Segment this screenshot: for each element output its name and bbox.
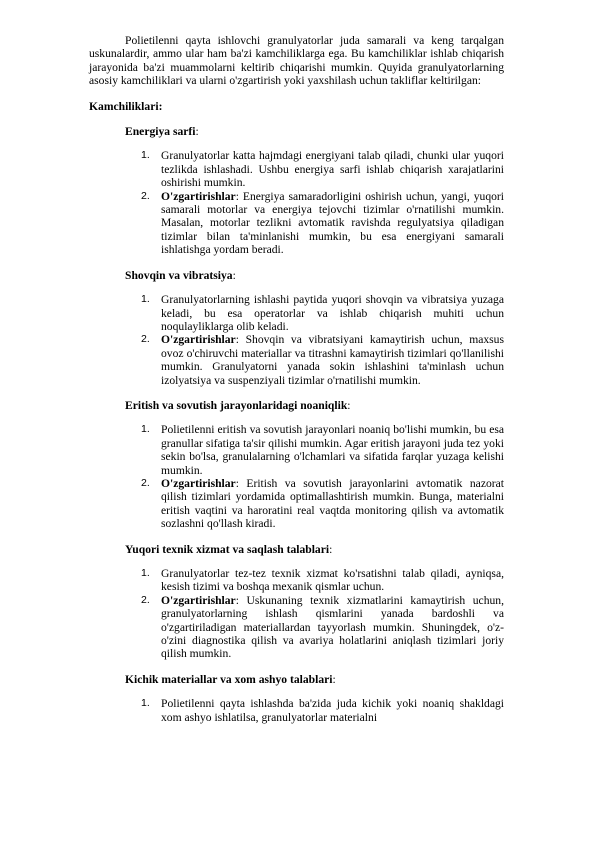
numbered-list	[89, 567, 504, 661]
section-title-text: Energiya sarfi	[125, 125, 196, 139]
numbered-list	[89, 149, 504, 256]
section-title: Yuqori texnik xizmat va saqlash talablari:	[125, 542, 333, 556]
list-number: 2.	[141, 189, 150, 202]
item-text: : Eritish va sovutish jarayonlarini avtomatik nazorat qilish tizimlari yordamida optimallashtirish mumkin. Bunga, materialni eritish vaqtini va haroratini real vaqtda monitoring qilish va avtomatik sozlashni qo'llash kiradi.	[161, 476, 504, 531]
item-label: O'zgartirishlar	[161, 593, 236, 607]
item-text: Polietilenni eritish va sovutish jarayonlari noaniq bo'lishi mumkin, bu esa granullar sifatiga ta'sir qilishi mumkin. Agar eritish jarayoni juda tez yoki sekin bo'lsa, granulalarning o'lchamlari va sifatida farqlar yuzaga kelishi mumkin.	[161, 423, 504, 477]
list-item	[89, 149, 504, 189]
sections-container	[89, 125, 504, 724]
item-text: : Energiya samaradorligini oshirish uchun, yangi, yuqori samarali motorlar va energiya tejovchi tizimlar o'rnatilishi mumkin. Masalan, motorlar tezlikni avtomatik ravishda regulyatsiya qiladigan tizimlar bilan ta'minlanishi mumkin, bu esa energiyani samarali ishlatishga yordam beradi.	[161, 189, 504, 257]
section-title-text: Shovqin va vibratsiya	[125, 268, 233, 282]
heading-kamchiliklari: Kamchiliklari:	[89, 99, 163, 113]
item-text: Granulyatorlar katta hajmdagi energiyani talab qiladi, chunki ular yuqori tezlikda ishlashadi. Ushbu energiya sarfi ishlab chiqarish xarajatlarini oshirishi mumkin.	[161, 149, 504, 190]
list-number: 1.	[141, 149, 150, 162]
list-item	[89, 697, 504, 724]
section-title: Eritish va sovutish jarayonlaridagi noaniqlik:	[125, 398, 351, 412]
item-label: O'zgartirishlar	[161, 189, 236, 203]
item-text: : Uskunaning texnik xizmatlarini kamaytirish uchun, granulyatorlarning ishlash qismlarini yanada bardoshli va o'zgartiriladigan materiallardan tayyorlash mumkin. Shuningdek, o'z-o'zini diagnostika qilish va avariya holatlarini aniqlash tizimlari joriy qilish mumkin.	[161, 593, 504, 661]
item-label: O'zgartirishlar	[161, 476, 236, 490]
intro-paragraph: Polietilenni qayta ishlovchi granulyatorlar juda samarali va keng tarqalgan uskunalardir, ammo ular ham ba'zi kamchiliklarga ega. Bu kamchiliklar ishlab chiqarish jarayonida ba'zi muammolarni keltirib chiqarishi mumkin. Quyida granulyatorlarning asosiy kamchiliklari va ularni o'zgartirish yoki yaxshilash uchun takliflar keltirilgan:	[89, 34, 504, 88]
list-number: 1.	[141, 567, 150, 579]
item-text: Granulyatorlar tez-tez texnik xizmat ko'rsatishni talab qiladi, ayniqsa, kesish tizimi va boshqa mexanik qismlar uchun.	[161, 567, 504, 594]
section-title-text: Kichik materiallar va xom ashyo talablari	[125, 672, 333, 686]
list-number: 1.	[141, 423, 150, 436]
list-item	[89, 423, 504, 477]
list-item	[89, 190, 504, 257]
numbered-list	[89, 423, 504, 530]
list-item	[89, 567, 504, 594]
list-number: 2.	[141, 333, 150, 346]
section-title: Shovqin va vibratsiya:	[125, 268, 236, 282]
document-page	[89, 34, 504, 724]
section-title: Energiya sarfi:	[125, 125, 199, 139]
list-item	[89, 333, 504, 387]
list-item	[89, 594, 504, 661]
numbered-list	[89, 697, 504, 724]
item-label: O'zgartirishlar	[161, 333, 236, 347]
list-item	[89, 293, 504, 333]
list-number: 1.	[141, 697, 150, 710]
section-title-text: Yuqori texnik xizmat va saqlash talablari	[125, 542, 330, 556]
item-text: Granulyatorlarning ishlashi paytida yuqori shovqin va vibratsiya yuzaga keladi, bu esa operatorlar va ishlab chiqarish muhiti uchun noqulayliklarga olib keladi.	[161, 293, 504, 333]
item-text: : Shovqin va vibratsiyani kamaytirish uchun, maxsus ovoz o'chiruvchi materiallar va titrashni kamaytirish tizimlari qo'llanilishi mumkin. Granulyatorni yanada sokin ishlashini ta'minlash uchun izolyatsiya va suspenziyali tizimlar o'rnatilishi mumkin.	[161, 333, 504, 387]
list-number: 1.	[141, 293, 150, 306]
section-title: Kichik materiallar va xom ashyo talablari:	[125, 672, 336, 686]
list-number: 2.	[141, 593, 150, 606]
item-text: Polietilenni qayta ishlashda ba'zida juda kichik yoki noaniq shakldagi xom ashyo ishlatilsa, granulyatorlar materialni	[161, 697, 504, 724]
numbered-list	[89, 293, 504, 387]
list-number: 2.	[141, 476, 150, 489]
list-item	[89, 477, 504, 531]
section-title-text: Eritish va sovutish jarayonlaridagi noaniqlik	[125, 398, 348, 412]
